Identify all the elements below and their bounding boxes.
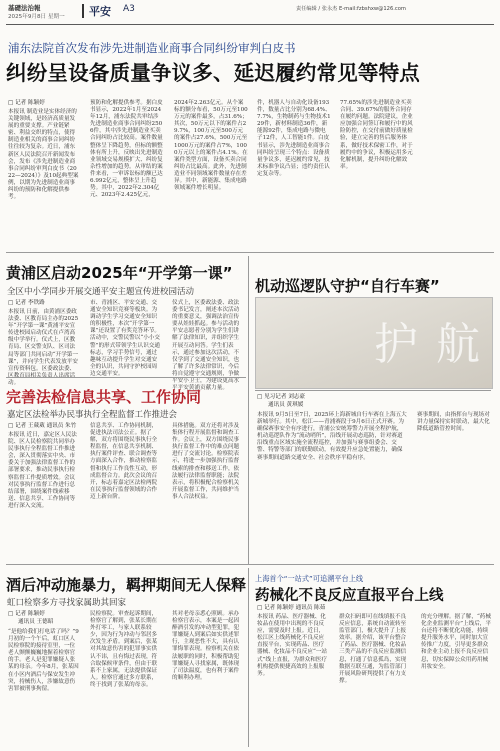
masthead (0, 0, 500, 24)
article1-col-5: 77.65%的涉先进制造业买卖合同、39.67%的服务合同存在履约问题。法院建议，企业应加强合同签订和履行中的风险防控，在交付前做好质量检验，建立完善的售后服务体系，做好技术保密工作，对于履约中的争议，积极运用多元化解机制，提升纠纷化解效率。 (340, 100, 413, 170)
article1-col-4: 件，机器人与自动化设备193件，数量占比分别为68.4%、7.7%，生物制药与生物技术129件，新材料制造36件，新能源92件，集成电路与微电子12件，人工智能1件。白皮书显示，涉先进制造业商事合同纠纷呈现三个特点：设备质量争议多，延迟履约常见，技术标准争议凸显；违约责任认定复杂等。 (257, 100, 331, 177)
article3-byline-1: □ 见习记者 刘志豪 (257, 394, 305, 400)
article6-byline: □ 记者 陈颖婷 通讯员 陈茹 (257, 605, 326, 611)
article5-col-3: 其对老母亲悉心照顾。承办检察官表示，本案是一起因醉酒引发的冲动型犯罪，犯罪嫌疑人到案后如实供述罪行，主观恶性不大，具有认罪悔罪表现。检察机关在依法履职的同时，积极帮助犯罪嫌疑人寻找家属，既体现了司法温度，也有利于案件的顺利办理。 (172, 611, 240, 681)
article1-bottom-rule (6, 252, 494, 253)
column-divider-mid (248, 256, 249, 564)
editor-line: 责任编辑 / 张永杰 E-mail:fzbshxw@126.com (296, 6, 406, 12)
article3-col-1: 本报讯 9月5日至7日，2025环上海新城自行车赛在上海五大新城举行。其中，松江——青浦赛段于9月6日正式开赛。为确保赛事安全有序进行，青浦公安统筹警力开展全程护航，机动巡逻队作为“流动哨所”，沿线开展动态巡防，针对赛道沿线重点区域实施全流程巡控，并加强与赛事组委会、交警、特警等部门的联勤联动，有效提升应急处置能力，确保赛事期间道路交通安全、社会秩序平稳有序。 (257, 412, 407, 461)
article2-col-3: 仪式上，区委政法委、政法委书记发言，阐述本次活动的重要意义，强调法治宣传要从娃娃抓起。参与活动的平安志愿者分别为学生们讲解了法律知识，并组织学生开展互动问答。学生们表示，通过参加这次活动，不仅学到了交通安全知识，也了解了许多法律常识，今后将自觉遵守交通规则，争做平安小卫士，为建设更高水平平安黄浦贡献力量。 (172, 300, 240, 392)
article6-title: 药械化不良反应直报平台上线 (255, 588, 444, 604)
page-number: A3 (123, 4, 135, 14)
section-divider (82, 4, 84, 18)
article3-col-2: 赛事期间，由指挥台与现场对讲力量保持实时联动，最大化降低道路管控时间。 (417, 412, 490, 433)
article2-subtitle: 全区中小学同步开展交通平安主题宣传进校园活动 (7, 287, 195, 297)
article4-subtitle: 嘉定区法检举办民事执行全程监督工作推进会 (7, 410, 178, 420)
header-rule (6, 24, 494, 25)
article1-kicker: 浦东法院首次发布涉先进制造业商事合同纠纷审判白皮书 (8, 41, 296, 55)
article5-title: 酒后冲动施暴力，羁押期间无人保释 (6, 576, 247, 594)
article2-byline: □ 记者 李铁路 (8, 300, 45, 306)
article1-title: 纠纷呈设备质量争议多、延迟履约常见等特点 (6, 61, 420, 85)
article5-col-1: “是他给我们打电话了吗？”9月初的一个午后，虹口区人民检察院的接待室里，一位老人颤颤巍巍地握着检察官的手。老人是犯罪嫌疑人张某的母亲。今年8月，张某因在小区内酒后与保安发生冲突，持械伤人，涉嫌故意伤害罪被刑事拘留。 (8, 629, 79, 692)
article4-bottom-rule (6, 564, 494, 565)
article2-bottom-rule (6, 377, 246, 378)
article5-byline-2: 通讯员 王德昭 (18, 619, 54, 625)
article6-col-2: 群众扫码即可在线填报不良反应信息，系统自动流转至监管部门，极大提升了上报效率。据介绍，该平台整合了药品、医疗器械、化妆品三类产品的不良反应监测信息，打通了信息孤岛，实现数据互联互通，为监管部门开展风险研判提供了有力支撑。 (339, 614, 407, 684)
article1-col-1: 本报讯 制造业是实体经济的关键领域，是经济高质量发展的重要支撑。产业链紧密、利益交织的特点，使得制造业相关的商事合同纠纷往往较为复杂。近日，浦东新区人民法院召开新闻发布会，发布《涉先进制造业商事合同纠纷审判白皮书（2022—2024）》及10起典型案例，以期为先进制造业商事纠纷的预防和化解提供参考。 (8, 109, 79, 201)
paper-name: 基礎法治報 (8, 4, 41, 12)
issue-date: 2025年9月8日 星期一 (8, 14, 65, 20)
photo-watermark: 护航 (374, 319, 498, 370)
article6-kicker: 上海首个“一站式”可追溯平台上线 (255, 574, 364, 583)
article3-byline-2: 通讯员 黄琪媛 (268, 402, 304, 408)
article3-title: 机动巡逻队守护“自行车赛” (255, 277, 440, 295)
article2-title: 黄浦区启动2025年“开学第一课” (6, 264, 233, 282)
article5-subtitle: 虹口检察多方寻找家属助其回家 (7, 598, 127, 608)
article1-col-2: 预防和化解提供参考。据白皮书显示，2022年1月至2024年12月，浦东法院共审结涉先进制造业商事合同纠纷2506件，其中涉先进制造业买卖合同纠纷占比较高。案件数量整体呈下降趋势，但标的额整体有所上升，反映出先进制造业领域交易规模扩大、纠纷复杂性增加的趋势。从审结的案件来看，一审诉讼标的额已达6.992亿元，整体呈上升趋势。其中，2022年2.304亿元、2023年2.425亿元， (90, 100, 163, 199)
article6-col-1: 本报讯 药品、医疗器械、化妆品在使用中出现的不良反应，需要及时上报。近日，松江区上线药械化不良反应直报平台，实现药品、医疗器械、化妆品不良反应“一站式”线上直报，为群众和医疗机构提供便捷高效的上报服务。 (257, 614, 327, 677)
article3-photo-bottom-rule (255, 390, 491, 391)
article2-col-1: 本报讯 日前，由黄浦区委政法委、区教育局主办的2025年“开学第一课”黄浦平安宣传进校园启动仪式在卢湾高级中学举行。仪式上，区教育局、区交警支队、区司法局等部门共同启动“开学第一课”，并向学生代表发放平安宣传资料包。区委政法委、区教育局相关负责人出席活动。 (8, 309, 79, 386)
article3-photo (255, 297, 498, 389)
article2-col-2: 市、青浦区、平安交通、交通安全知识竞赛等板块。为调动学生学习交通安全知识的积极性，本次“开学第一课”还设置了有奖竞答环节。活动中，交警民警以“小小交警”的形式带领学生认识交通标志，学习手势信号，通过趣味互动提升学生对交通安全的认识，共同守护校园周边交通平安。 (90, 300, 160, 377)
article4-title: 完善法检信息共享、工作协同 (6, 388, 202, 406)
article4-col-2: 信息共享、工作协同机制，促进执法司法公正。据了解，双方将围绕民事执行全程监督，在信息共享机制、执行案件评查、联合调查等方面深入合作，推动检察监督和执行工作良性互动，形成监督合力。此次会议的召开，标志着嘉定区法检两院在民事执行监督领域的合作迈上新台阶。 (90, 423, 158, 500)
article1-byline: □ 记者 陈颖婷 (8, 100, 45, 106)
article4-col-1: 本报讯 近日，嘉定区人民法院、区人民检察院共同举办民事执行全程监督工作推进会，深入贯彻落实中央、市委关于加强法律监督工作的部署要求，推动民事执行检察监督工作提质增效。会议对民事执行监督工作进行总结部署，围绕案件线索移送、信息共享、工作协同等进行深入交流。 (8, 432, 77, 509)
article5-col-2: 民检察院。审查起诉期间，检察官了解到，张某长期在外打零工，与家人联系较少，因为行为冲动与邻居多次发生矛盾。到案后，张某对其故意伤害的犯罪事实供认不讳，且有悔过表现，符合取保候审条件，但由于联系不上家属，无法提供保证人。检察官通过多方联系，终于找到了张某的母亲。 (90, 611, 158, 688)
section-name: 平安 (89, 5, 111, 18)
article5-byline-1: □ 记者 陈颖婷 (8, 611, 45, 617)
article4-byline: □ 记者 王葳葳 通讯员 朱竹 (8, 423, 77, 429)
article4-col-3: 具体措施。双方还将对涉及集体行程开展监督和调查工作。会议上，双方围绕民事执行监督工作中的难点问题进行了交流讨论。检察院表示，将进一步加强执行监督线索的排查和移送工作，依法履行法律监督职能；法院表示，将积极配合检察机关开展监督工作，共同维护当事人合法权益。 (172, 423, 240, 500)
article1-col-3: 2024年2.263亿元。从个案标的额分布看，50万元至100万元的案件最多，占31.6%；其次，50万元以下的案件占29.7%，100万元至500万元的案件占27.6%，500万元至1000万元的案件占7%，1000万元以上的案件占4.1%。在案件类型方面，设备买卖合同纠纷占比最高。此外，先进制造业不同领域案件数量存在差异。其中，新能源、集成电路领域案件增长明显。 (174, 100, 248, 192)
article6-col-3: 的充分理解。据了解，“药械化企业监测平台”上线后，平台还将不断优化功能，持续提升服务水平，同时加大宣传推广力度，引导更多群众和企业主动上报不良反应信息，切实保障公众用药用械用妆安全。 (421, 614, 491, 670)
column-divider-bottom (248, 568, 249, 747)
